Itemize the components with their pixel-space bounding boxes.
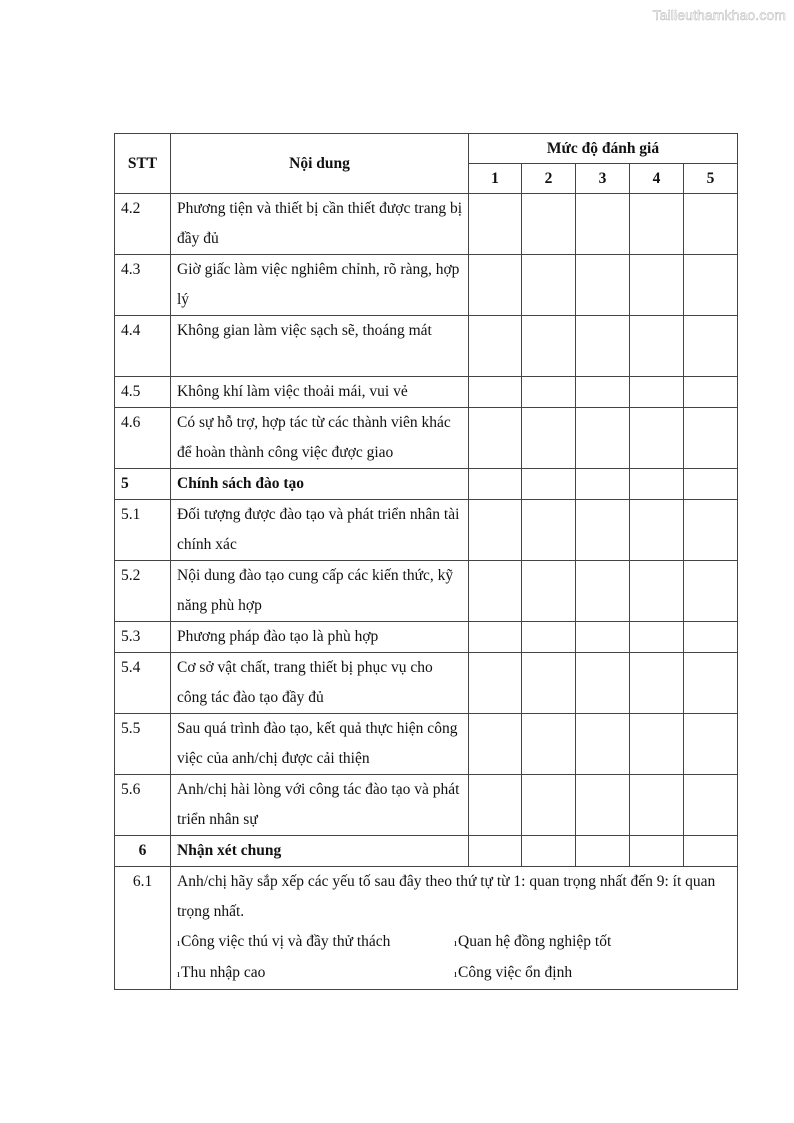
option-item[interactable] [177, 958, 454, 989]
option-row [177, 927, 731, 958]
rating-cell-1[interactable] [469, 714, 522, 775]
rating-cell-1[interactable] [469, 408, 522, 469]
rating-cell-5[interactable] [684, 500, 738, 561]
rating-cell-4[interactable] [630, 377, 684, 408]
rating-cell-4[interactable] [630, 316, 684, 377]
option-row [177, 958, 731, 989]
table-row [115, 775, 738, 836]
rating-cell-4[interactable] [630, 500, 684, 561]
row-stt: 5.3 [115, 622, 171, 653]
option-marker: ı [177, 937, 181, 949]
rating-cell-5[interactable] [684, 714, 738, 775]
table-header-row [115, 134, 738, 164]
table-row [115, 316, 738, 377]
rating-cell-3[interactable] [576, 194, 630, 255]
row-stt: 5.1 [115, 500, 171, 561]
rating-cell-4[interactable] [630, 622, 684, 653]
section-row [115, 469, 738, 500]
row-stt: 4.2 [115, 194, 171, 255]
rating-cell-4[interactable] [630, 714, 684, 775]
rating-cell-1[interactable] [469, 561, 522, 622]
rating-cell-5[interactable] [684, 194, 738, 255]
table-row-ranking [115, 867, 738, 990]
table-row [115, 714, 738, 775]
rating-cell-1[interactable] [469, 500, 522, 561]
rating-cell-4[interactable] [630, 255, 684, 316]
rating-cell-3[interactable] [576, 500, 630, 561]
rating-cell-5[interactable] [684, 316, 738, 377]
rating-cell-2[interactable] [522, 316, 576, 377]
row-stt: 5.4 [115, 653, 171, 714]
header-level-5: 5 [684, 164, 738, 194]
section-title: Nhận xét chung [171, 836, 469, 867]
section-number: 5 [115, 469, 171, 500]
rating-cell-5[interactable] [684, 255, 738, 316]
rating-cell-1[interactable] [469, 775, 522, 836]
rating-cell-3[interactable] [576, 714, 630, 775]
option-label: Công việc thú vị và đầy thử thách [181, 933, 391, 950]
rating-cell-2[interactable] [522, 500, 576, 561]
rating-cell-2[interactable] [522, 775, 576, 836]
rating-cell-2[interactable] [522, 377, 576, 408]
rating-cell-1[interactable] [469, 255, 522, 316]
table-row [115, 408, 738, 469]
rating-cell-3[interactable] [576, 622, 630, 653]
table-row [115, 194, 738, 255]
rating-cell-5[interactable] [684, 377, 738, 408]
rating-cell-2[interactable] [522, 408, 576, 469]
rating-cell-1[interactable] [469, 653, 522, 714]
rating-cell-3[interactable] [576, 561, 630, 622]
rating-cell-1[interactable] [469, 622, 522, 653]
header-level-3: 3 [576, 164, 630, 194]
row-content: Nội dung đào tạo cung cấp các kiến thức, kỹ năng phù hợp [171, 561, 469, 622]
header-rating-title: Mức độ đánh giá [469, 134, 738, 164]
option-item[interactable] [177, 927, 454, 958]
rating-cell-2[interactable] [522, 653, 576, 714]
rating-cell-3[interactable] [576, 408, 630, 469]
rating-cell-5[interactable] [684, 775, 738, 836]
row-content: Có sự hỗ trợ, hợp tác từ các thành viên khác để hoàn thành công việc được giao [171, 408, 469, 469]
rating-cell-3[interactable] [576, 377, 630, 408]
table-row [115, 500, 738, 561]
section-row [115, 836, 738, 867]
option-marker: ı [454, 937, 458, 949]
option-marker: ı [177, 968, 181, 980]
rating-cell-5[interactable] [684, 561, 738, 622]
option-item[interactable] [454, 927, 731, 958]
site-watermark: Tailieuthamkhao.com [652, 7, 786, 23]
option-marker: ı [454, 968, 458, 980]
row-content: Không gian làm việc sạch sẽ, thoáng mát [171, 316, 469, 377]
rating-cell-4[interactable] [630, 194, 684, 255]
table-row [115, 653, 738, 714]
rating-cell-5[interactable] [684, 653, 738, 714]
row-stt: 5.6 [115, 775, 171, 836]
row-content: Phương tiện và thiết bị cần thiết được trang bị đầy đủ [171, 194, 469, 255]
row-content: Phương pháp đào tạo là phù hợp [171, 622, 469, 653]
row-content: Đối tượng được đào tạo và phát triển nhân tài chính xác [171, 500, 469, 561]
rating-cell-2[interactable] [522, 714, 576, 775]
rating-cell-1[interactable] [469, 194, 522, 255]
rating-cell-5[interactable] [684, 408, 738, 469]
table-row [115, 377, 738, 408]
ranking-cell [171, 867, 738, 990]
row-content: Không khí làm việc thoải mái, vui vẻ [171, 377, 469, 408]
rating-cell-2[interactable] [522, 194, 576, 255]
table-row [115, 255, 738, 316]
rating-cell-2[interactable] [522, 561, 576, 622]
rating-cell-4[interactable] [630, 408, 684, 469]
row-stt: 5.5 [115, 714, 171, 775]
row-stt: 4.3 [115, 255, 171, 316]
rating-cell-4[interactable] [630, 653, 684, 714]
ranking-instruction: Anh/chị hãy sắp xếp các yếu tố sau đây theo thứ tự từ 1: quan trọng nhất đến 9: ít quan trọng nhất. [177, 873, 716, 920]
header-level-1: 1 [469, 164, 522, 194]
option-label: Công việc ổn định [458, 964, 573, 981]
section-title: Chính sách đào tạo [171, 469, 469, 500]
header-stt: STT [115, 134, 171, 194]
rating-cell-5[interactable] [684, 622, 738, 653]
row-content: Giờ giấc làm việc nghiêm chỉnh, rõ ràng, hợp lý [171, 255, 469, 316]
header-content: Nội dung [171, 134, 469, 194]
rating-cell-3[interactable] [576, 775, 630, 836]
option-item[interactable] [454, 958, 731, 989]
table-row [115, 561, 738, 622]
option-label: Quan hệ đồng nghiệp tốt [458, 933, 612, 950]
table-row [115, 622, 738, 653]
row-stt: 4.4 [115, 316, 171, 377]
row-stt: 5.2 [115, 561, 171, 622]
rating-cell-2[interactable] [522, 255, 576, 316]
row-content: Cơ sở vật chất, trang thiết bị phục vụ cho công tác đào tạo đầy đủ [171, 653, 469, 714]
header-level-2: 2 [522, 164, 576, 194]
row-content: Anh/chị hài lòng với công tác đào tạo và phát triển nhân sự [171, 775, 469, 836]
section-number: 6 [115, 836, 171, 867]
rating-cell-3[interactable] [576, 316, 630, 377]
rating-cell-3[interactable] [576, 255, 630, 316]
rating-cell-3[interactable] [576, 653, 630, 714]
header-level-4: 4 [630, 164, 684, 194]
rating-cell-4[interactable] [630, 775, 684, 836]
row-stt: 4.5 [115, 377, 171, 408]
survey-table [114, 133, 738, 990]
rating-cell-4[interactable] [630, 561, 684, 622]
rating-cell-1[interactable] [469, 316, 522, 377]
rating-cell-1[interactable] [469, 377, 522, 408]
row-stt: 6.1 [115, 867, 171, 990]
row-content: Sau quá trình đào tạo, kết quả thực hiện công việc của anh/chị được cải thiện [171, 714, 469, 775]
row-stt: 4.6 [115, 408, 171, 469]
rating-cell-2[interactable] [522, 622, 576, 653]
option-label: Thu nhập cao [181, 964, 266, 981]
